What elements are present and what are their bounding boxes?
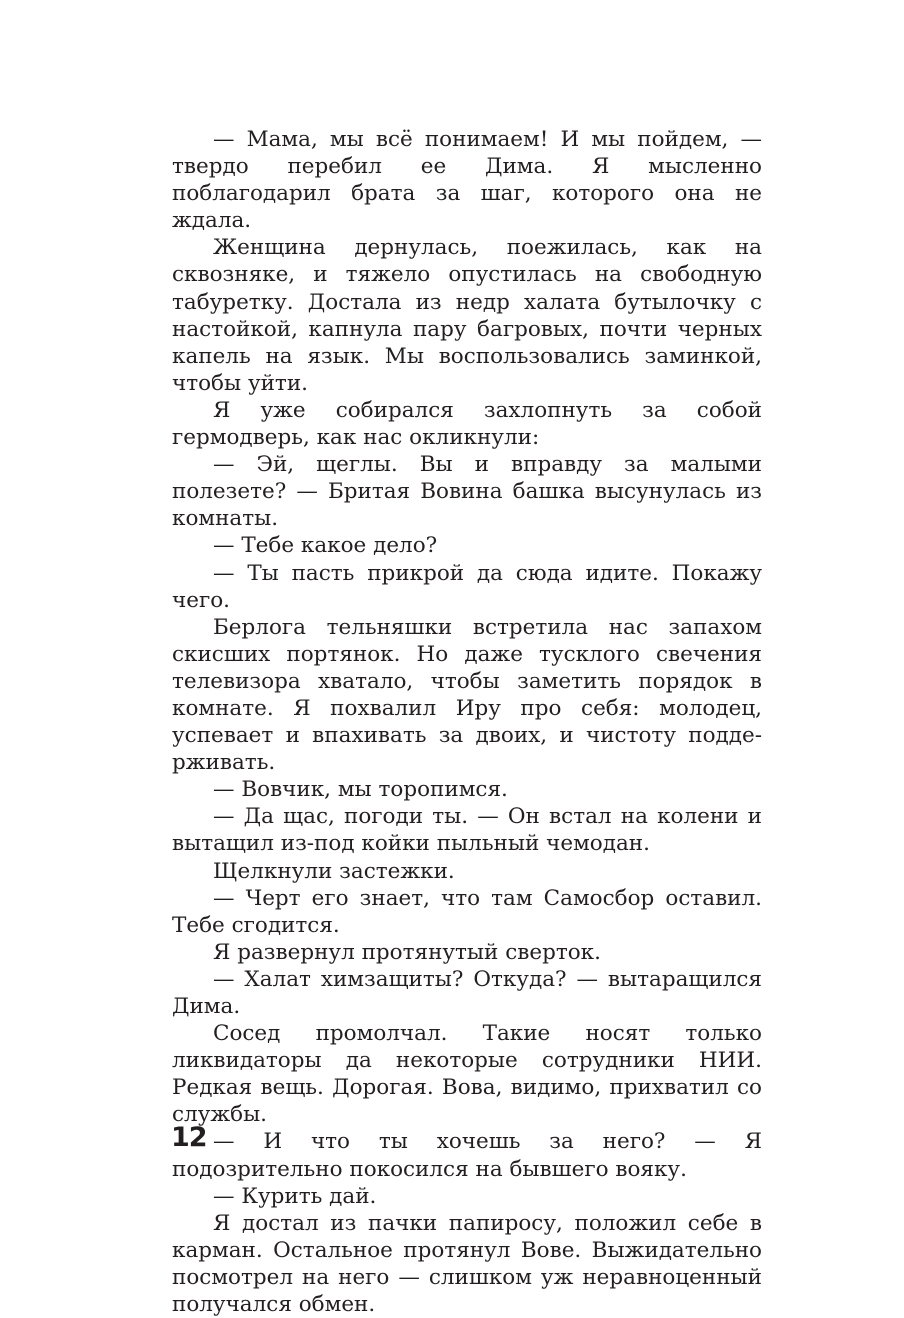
paragraph: — Ты пасть прикрой да сюда идите. Покажу чего. (172, 560, 762, 613)
paragraph: Я уже собирался захлопнуть за собой гермодверь, как нас окликнули: (172, 397, 762, 451)
paragraph: Я достал из пачки папиросу, положил себе в карман. Остальное протянул Вове. Выжидательно посмотрел на него — слишком уж неравноценный получался обмен. (172, 1210, 762, 1318)
paragraph: — Эй, щеглы. Вы и вправду за малыми полезете? — Бритая Вовина башка высунулась из комнаты. (172, 452, 762, 532)
paragraph: Женщина дернулась, поежилась, как на сквозняке, и тяжело опустилась на свободную табуретку. Достала из недр халата бутылочку с настойкой, капнула пару багровых, почти черных капель на язык. Мы воспользовались заминкой, чтобы уйти. (172, 235, 762, 396)
paragraph: — Вовчик, мы торопимся. (213, 777, 508, 803)
paragraph: — Тебе какое дело? (213, 533, 438, 559)
paragraph: Щелкнули застежки. (213, 858, 455, 884)
paragraph: — И что ты хочешь за него? — Я подозрительно покосился на бывшего вояку. (172, 1129, 762, 1182)
paragraph: — Курить дай. (213, 1183, 377, 1209)
paragraph: — Черт его знает, что там Самосбор оставил. Тебе сгодится. (172, 885, 762, 938)
paragraph: Я развернул протянутый сверток. (213, 939, 601, 965)
page-number: 12 (171, 1122, 207, 1153)
paragraph: — Мама, мы всё понимаем! И мы пойдем, — твердо перебил ее Дима. Я мысленно поблагодарил брата за шаг, которого она не ждала. (172, 127, 762, 234)
paragraph: Берлога тельняшки встретила нас запахом скисших портянок. Но даже тусклого свечения телевизора хватало, чтобы заметить порядок в комнате. Я похвалил Иру про себя: молодец, успевает и впахивать за двоих, и чистоту поддерживать. (172, 614, 762, 776)
paragraph: — Да щас, погоди ты. — Он встал на колени и вытащил из-под койки пыльный чемодан. (172, 804, 762, 857)
body-text (172, 126, 762, 1318)
paragraph: — Халат химзащиты? Откуда? — вытаращился Дима. (172, 966, 762, 1019)
paragraph: Сосед промолчал. Такие носят только ликвидаторы да некоторые сотрудники НИИ. Редкая вещь. Дорогая. Вова, видимо, прихватил со службы. (172, 1021, 762, 1128)
